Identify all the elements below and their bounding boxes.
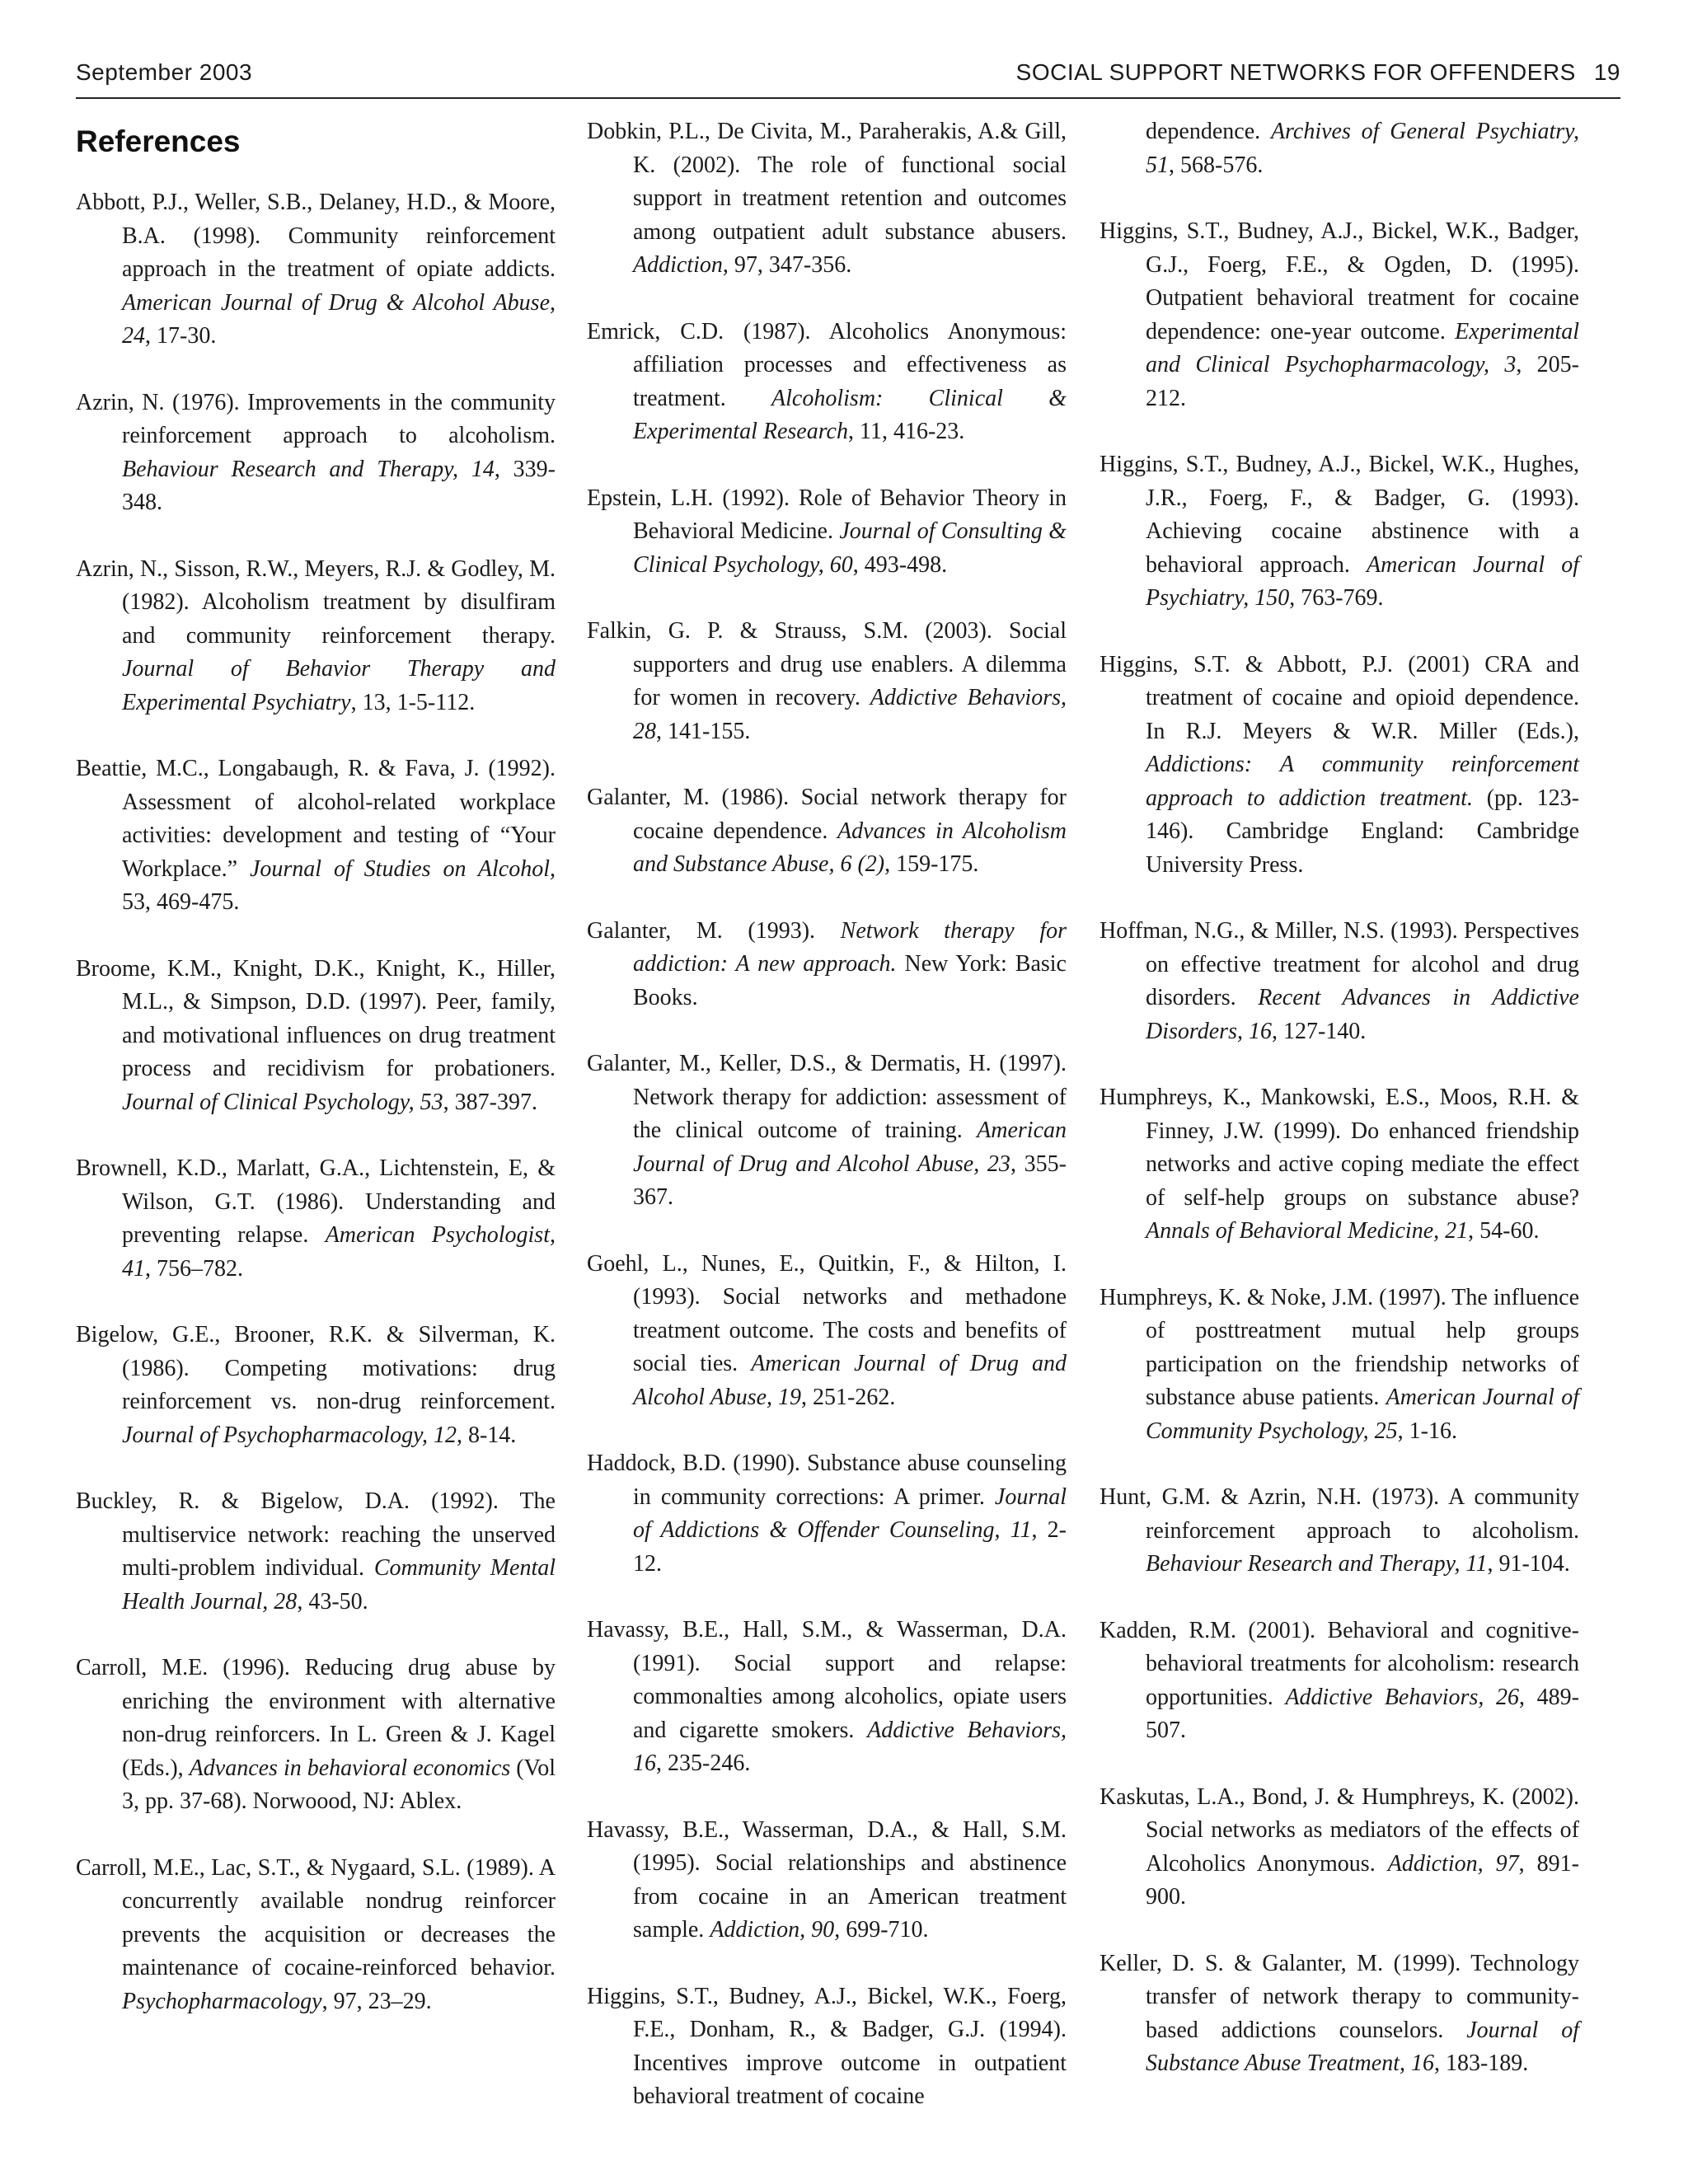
reference-text: Hoffman, N.G., & Miller, N.S. (1993). Perspectives on effective treatment for alcohol and drug disorders. xyxy=(1100,918,1579,1010)
reference-text: Abbott, P.J., Weller, S.B., Delaney, H.D., & Moore, B.A. (1998). Community reinforcement approach in the treatment of opiate addicts. xyxy=(76,190,556,282)
reference-source: Alcoholism: Clinical & Experimental Research xyxy=(633,385,1067,444)
reference-text: Bigelow, G.E., Brooner, R.K. & Silverman, K. (1986). Competing motivations: drug reinforcement vs. non-drug reinforcement. xyxy=(76,1322,556,1414)
reference-entry xyxy=(587,615,1067,748)
reference-pages: (Vol 3, pp. 37-68). Norwoood, NJ: Ablex. xyxy=(122,1755,556,1814)
reference-entry xyxy=(587,1248,1067,1415)
reference-entry xyxy=(76,387,556,520)
reference-text: Higgins, S.T. & Abbott, P.J. (2001) CRA and treatment of cocaine and opioid dependence. In R.J. Meyers & W.R. Miller (Eds.), xyxy=(1100,651,1579,744)
reference-pages: , 183-189. xyxy=(1433,2050,1529,2076)
reference-entry xyxy=(1100,1282,1579,1449)
reference-entry xyxy=(587,1614,1067,1781)
reference-text: Falkin, G. P. & Strauss, S.M. (2003). Social supporters and drug use enablers. A dilemma for women in recovery. xyxy=(587,618,1067,710)
reference-entry xyxy=(76,1852,556,2019)
reference-text: Dobkin, P.L., De Civita, M., Paraherakis, A.& Gill, K. (2002). The role of functional social support in treatment retention and outcomes among outpatient adult substance abusers. xyxy=(587,119,1067,245)
reference-source: Addictions: A community reinforcement approach to addiction treatment. xyxy=(1146,752,1579,811)
reference-pages: , 54-60. xyxy=(1468,1218,1540,1244)
reference-pages: , 387-397. xyxy=(443,1089,537,1115)
reference-entry xyxy=(1100,448,1579,616)
reference-entry xyxy=(1100,215,1579,415)
reference-pages: , 91-104. xyxy=(1487,1551,1570,1577)
references-column-2 xyxy=(587,115,1067,2147)
reference-source: American Psychologist, 41 xyxy=(122,1222,556,1282)
reference-source: Journal of Addictions & Offender Counseling, 11 xyxy=(633,1483,1067,1543)
reference-pages: , 339-348. xyxy=(122,456,556,515)
reference-text: Haddock, B.D. (1990). Substance abuse counseling in community corrections: A primer. xyxy=(587,1451,1067,1510)
reference-entry xyxy=(76,1652,556,1819)
reference-pages: , 1-16. xyxy=(1397,1418,1457,1444)
reference-text: Beattie, M.C., Longabaugh, R. & Fava, J. (1992). Assessment of alcohol-related workplace activities: development and testing of “Your Workplace.” xyxy=(76,756,556,882)
reference-entry xyxy=(76,1152,556,1286)
reference-pages: , 159-175. xyxy=(884,851,979,877)
reference-pages: , 568-576. xyxy=(1169,152,1264,178)
reference-source: Network therapy for addiction: A new approach. xyxy=(633,917,1067,977)
reference-text: Broome, K.M., Knight, D.K., Knight, K., Hiller, M.L., & Simpson, D.D. (1997). Peer, family, and motivational influences on drug treatment process and recidivism for probationers. xyxy=(76,955,556,1081)
reference-source: Journal of Substance Abuse Treatment, 16 xyxy=(1146,2017,1579,2076)
reference-source: Psychopharmacology xyxy=(122,1988,322,2014)
reference-text: Havassy, B.E., Hall, S.M., & Wasserman, D.A. (1991). Social support and relapse: commonalties among alcoholics, opiate users and cigarette smokers. xyxy=(587,1617,1067,1743)
reference-text: Epstein, L.H. (1992). Role of Behavior Theory in Behavioral Medicine. xyxy=(587,485,1067,544)
reference-pages: , 127-140. xyxy=(1271,1018,1367,1044)
reference-text: Hunt, G.M. & Azrin, N.H. (1973). A community reinforcement approach to alcoholism. xyxy=(1100,1484,1579,1544)
reference-entry xyxy=(1100,1615,1579,1748)
reference-source: American Journal of Community Psychology, 25 xyxy=(1146,1385,1579,1444)
reference-pages: , 13, 1-5-112. xyxy=(350,689,476,715)
reference-text: Buckley, R. & Bigelow, D.A. (1992). The multiservice network: reaching the unserved multi-problem individual. xyxy=(76,1488,556,1581)
reference-pages: , 43-50. xyxy=(297,1588,368,1615)
reference-entry xyxy=(587,316,1067,449)
reference-source: Addictive Behaviors, 28 xyxy=(633,685,1067,744)
reference-entry xyxy=(587,781,1067,882)
reference-text: Carroll, M.E. (1996). Reducing drug abuse by enriching the environment with alternative non-drug reinforcers. In L. Green & J. Kagel (Eds.), xyxy=(76,1655,556,1781)
reference-pages: , 141-155. xyxy=(656,718,751,744)
running-title-block xyxy=(1016,59,1620,86)
reference-source: Addiction, 90 xyxy=(710,1917,835,1943)
reference-text: Higgins, S.T., Budney, A.J., Bickel, W.K., Foerg, F.E., Donham, R., & Badger, G.J. (1994). Incentives improve outcome in outpatient behavioral treatment of cocaine xyxy=(587,1983,1067,2109)
reference-pages: , 97, 23–29. xyxy=(321,1988,432,2014)
reference-text: Kadden, R.M. (2001). Behavioral and cognitive-behavioral treatments for alcoholism: research opportunities. xyxy=(1100,1617,1579,1710)
reference-text: Kaskutas, L.A., Bond, J. & Humphreys, K. (2002). Social networks as mediators of the effects of Alcoholics Anonymous. xyxy=(1100,1783,1579,1877)
reference-source: Recent Advances in Addictive Disorders, 16 xyxy=(1146,985,1579,1044)
reference-entry xyxy=(76,1319,556,1452)
reference-source: Experimental and Clinical Psychopharmacology, 3 xyxy=(1146,318,1579,377)
reference-entry xyxy=(587,115,1067,283)
reference-text: Azrin, N. (1976). Improvements in the community reinforcement approach to alcoholism. xyxy=(76,389,556,448)
reference-source: American Journal of Drug & Alcohol Abuse, 24 xyxy=(122,289,556,349)
reference-source: Archives of General Psychiatry, 51 xyxy=(1146,119,1579,178)
reference-text: Higgins, S.T., Budney, A.J., Bickel, W.K., Hughes, J.R., Foerg, F., & Badger, G. (1993). Achieving cocaine abstinence with a behavioral approach. xyxy=(1100,452,1579,578)
reference-text: Galanter, M. (1993). xyxy=(587,917,841,944)
reference-pages: , 2-12. xyxy=(633,1517,1067,1577)
reference-source: Addictive Behaviors, 26 xyxy=(1285,1684,1520,1710)
reference-pages: , 8-14. xyxy=(456,1422,517,1448)
reference-entry xyxy=(587,915,1067,1015)
reference-entry xyxy=(1100,1947,1579,2081)
reference-entry xyxy=(587,1447,1067,1581)
issue-date: September 2003 xyxy=(76,59,253,85)
reference-source: Advances in Alcoholism and Substance Abuse, 6 (2) xyxy=(633,818,1067,877)
reference-text: Emrick, C.D. (1987). Alcoholics Anonymous: affiliation processes and effectiveness as treatment. xyxy=(587,318,1067,411)
reference-source: Community Mental Health Journal, 28 xyxy=(122,1555,556,1615)
reference-source: American Journal of Drug and Alcohol Abuse, 19 xyxy=(633,1351,1067,1410)
reference-pages: , 763-769. xyxy=(1289,585,1384,611)
running-header xyxy=(76,58,1620,99)
reference-text: Humphreys, K., Mankowski, E.S., Moos, R.H. & Finney, J.W. (1999). Do enhanced friendship networks and active coping mediate the effect of self-help groups on substance abuse? xyxy=(1100,1085,1579,1211)
references-column-1 xyxy=(76,115,556,2051)
reference-entry xyxy=(587,1814,1067,1947)
reference-text: Galanter, M. (1986). Social network therapy for cocaine dependence. xyxy=(587,785,1067,844)
reference-pages: , 891-900. xyxy=(1146,1850,1579,1910)
reference-text: Galanter, M., Keller, D.S., & Dermatis, H. (1997). Network therapy for addiction: assessment of the clinical outcome of training. xyxy=(587,1051,1067,1143)
reference-source: Journal of Studies on Alcohol, xyxy=(249,855,556,882)
reference-entry xyxy=(1100,1081,1579,1249)
reference-pages: (pp. 123-146). Cambridge England: Cambridge University Press. xyxy=(1146,785,1579,878)
reference-entry xyxy=(76,752,556,920)
page-number: 19 xyxy=(1593,59,1620,85)
reference-source: Annals of Behavioral Medicine, 21 xyxy=(1146,1218,1469,1244)
running-title: SOCIAL SUPPORT NETWORKS FOR OFFENDERS xyxy=(1015,59,1576,85)
reference-pages: , 251-262. xyxy=(801,1384,896,1410)
reference-entry xyxy=(587,482,1067,583)
reference-text: Azrin, N., Sisson, R.W., Meyers, R.J. & Godley, M. (1982). Alcoholism treatment by disulfiram and community reinforcement therapy. xyxy=(76,555,556,649)
reference-entry xyxy=(76,953,556,1120)
reference-entry xyxy=(1100,1781,1579,1915)
reference-pages: , 756–782. xyxy=(145,1255,243,1282)
reference-entry xyxy=(76,553,556,720)
reference-text: Higgins, S.T., Budney, A.J., Bickel, W.K., Badger, G.J., Foerg, F.E., & Ogden, D. (1995). Outpatient behavioral treatment for cocaine dependence: one-year outcome. xyxy=(1100,218,1579,344)
reference-source: Addiction xyxy=(633,252,723,278)
reference-source: Behaviour Research and Therapy, 11 xyxy=(1146,1551,1488,1577)
reference-source: Journal of Behavior Therapy and Experimental Psychiatry xyxy=(122,656,556,715)
reference-source: Advances in behavioral economics xyxy=(189,1755,511,1781)
reference-source: American Journal of Drug and Alcohol Abuse, 23 xyxy=(633,1118,1067,1177)
reference-source: American Journal of Psychiatry, 150 xyxy=(1146,551,1579,611)
reference-text: Keller, D. S. & Galanter, M. (1999). Technology transfer of network therapy to community-based addictions counselors. xyxy=(1100,1950,1579,2043)
reference-pages: , 355-367. xyxy=(633,1151,1067,1210)
reference-pages: , 489-507. xyxy=(1146,1684,1579,1743)
reference-text: Humphreys, K. & Noke, J.M. (1997). The influence of posttreatment mutual help groups participation on the friendship networks of substance abuse patients. xyxy=(1100,1284,1579,1410)
reference-entry xyxy=(587,1047,1067,1215)
reference-text: Goehl, L., Nunes, E., Quitkin, F., & Hilton, I. (1993). Social networks and methadone treatment outcome. The costs and benefits of social ties. xyxy=(587,1250,1067,1376)
reference-pages: , 17-30. xyxy=(145,323,217,349)
reference-source: Journal of Clinical Psychology, 53 xyxy=(122,1089,443,1115)
reference-text: dependence. xyxy=(1146,119,1271,144)
reference-pages: , 205-212. xyxy=(1146,352,1579,411)
reference-source: Journal of Consulting & Clinical Psychology, 60 xyxy=(633,518,1067,578)
references-column-3 xyxy=(1100,115,1579,2114)
reference-pages: , 235-246. xyxy=(656,1750,751,1776)
reference-entry xyxy=(587,1980,1067,2114)
reference-pages: , 11, 416-23. xyxy=(847,419,965,444)
reference-source: Journal of Psychopharmacology, 12 xyxy=(122,1422,457,1448)
reference-continuation xyxy=(1100,115,1579,182)
reference-entry xyxy=(76,1485,556,1619)
references-heading: References xyxy=(76,124,241,158)
reference-entry xyxy=(1100,649,1579,883)
reference-pages: New York: Basic Books. xyxy=(633,951,1067,1010)
reference-pages: 53, 469-475. xyxy=(122,889,240,915)
reference-source: Addiction, 97 xyxy=(1387,1850,1519,1877)
reference-pages: , 699-710. xyxy=(834,1917,929,1943)
reference-entry xyxy=(1100,915,1579,1048)
reference-text: Havassy, B.E., Wasserman, D.A., & Hall, S.M. (1995). Social relationships and abstinence from cocaine in an American treatment sample. xyxy=(587,1816,1067,1943)
reference-entry xyxy=(76,186,556,354)
reference-source: Behaviour Research and Therapy, 14 xyxy=(122,456,495,482)
reference-entry xyxy=(1100,1481,1579,1582)
reference-text: Carroll, M.E., Lac, S.T., & Nygaard, S.L. (1989). A concurrently available nondrug reinforcer prevents the acquisition or decreases the maintenance of cocaine-reinforced behavior. xyxy=(76,1854,556,1980)
reference-text: Brownell, K.D., Marlatt, G.A., Lichtenstein, E, & Wilson, G.T. (1986). Understanding and preventing relapse. xyxy=(76,1155,556,1248)
reference-pages: , 97, 347-356. xyxy=(722,252,852,278)
reference-pages: , 493-498. xyxy=(852,551,948,578)
reference-source: Addictive Behaviors, 16 xyxy=(633,1717,1067,1776)
